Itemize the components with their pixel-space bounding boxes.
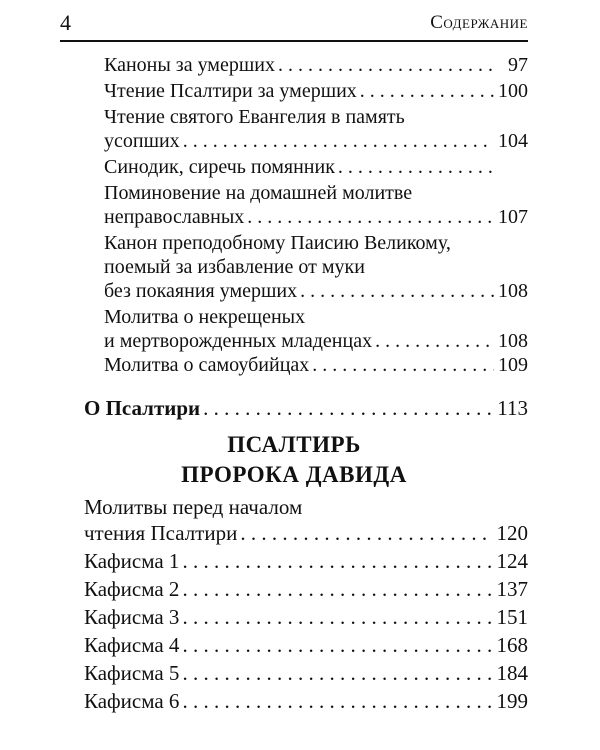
dot-leader [183,128,494,154]
toc-entry-page: 199 [496,689,528,713]
dot-leader [240,520,492,546]
page-header [60,10,528,38]
toc-entry-kafisma-2[interactable] [84,576,528,602]
toc-entry-page: 108 [498,280,528,302]
toc-entry-title: Молитва о самоубийцах [104,354,310,376]
toc-entry-line: Поминовение на домашней молитве [104,182,413,204]
toc-entry-title: Кафисма 3 [84,605,180,629]
toc-entry-line: Канон преподобному Паисию Великому, [104,232,451,254]
toc-entry-page: 184 [496,661,528,685]
toc-entry-page: 104 [498,130,528,152]
toc-entry-page: 120 [496,521,528,545]
dot-leader [182,688,492,714]
dot-leader [182,548,492,574]
toc-entry-kafisma-6[interactable] [84,688,528,714]
dot-leader [182,604,492,630]
header-rule [60,40,528,42]
dot-leader [247,204,494,230]
toc-entry-kafisma-4[interactable] [84,632,528,658]
toc-entry-kanon-paisiyu[interactable] [104,278,528,304]
toc-entry-line: Чтение святого Евангелия в память [104,106,405,128]
toc-entry-title: чтения Псалтири [84,521,238,545]
dot-leader [278,52,494,78]
dot-leader [375,328,494,354]
toc-entry-samoubiytsy[interactable] [104,352,528,378]
toc-entry-page: 109 [498,354,528,376]
toc-entry-title: Чтение Псалтири за умерших [104,80,357,102]
toc-entry-evangelie[interactable] [104,128,528,154]
toc-entry-page: 113 [497,396,528,420]
toc-entry-title: Каноны за умерших [104,54,275,76]
toc-entry-title: Синодик, сиречь помянник [104,156,335,178]
dot-leader [312,352,494,378]
toc-entry-mladentsy[interactable] [104,328,528,354]
toc-entry-page: 97 [508,54,528,76]
toc-entry-page: 137 [496,577,528,601]
toc-entry-line: поемый за избавление от муки [104,256,365,278]
toc-entry-title: неправославных [104,206,245,228]
toc-entry-sinodik[interactable] [104,154,528,180]
toc-entry-title: без покаяния умерших [104,280,298,302]
toc-entry-title: Кафисма 4 [84,633,180,657]
toc-entry-title: Кафисма 2 [84,577,180,601]
toc-entry-line: Молитвы перед началом [84,495,303,519]
toc-entry-kanony[interactable] [104,52,528,78]
toc-entry-title: Кафисма 1 [84,549,180,573]
toc-entry-page: 108 [498,330,528,352]
section-heading-line2: ПРОРОКА ДАВИДА [181,462,407,487]
toc-entry-line: Молитва о некрещеных [104,306,306,328]
toc-entry-title: О Псалтири [84,396,201,420]
toc-entry-page: 100 [498,80,528,102]
toc-entry-kafisma-3[interactable] [84,604,528,630]
toc-entry-kafisma-1[interactable] [84,548,528,574]
dot-leader [360,78,494,104]
dot-leader [300,278,494,304]
toc-entry-page: 168 [496,633,528,657]
running-head: Содержание [430,12,528,33]
dot-leader [182,660,492,686]
dot-leader [182,632,492,658]
toc-entry-kafisma-5[interactable] [84,660,528,686]
toc-entry-chtenie-psaltiri[interactable] [104,78,528,104]
toc-entry-title: Кафисма 6 [84,689,180,713]
toc-entry-page: 151 [496,605,528,629]
dot-leader [338,154,494,180]
toc-entry-title: Кафисма 5 [84,661,180,685]
toc-entry-title: усопших [104,130,180,152]
page-number: 4 [60,10,71,35]
toc-entry-o-psaltiri[interactable] [84,395,528,421]
toc-entry-neprav[interactable] [104,204,528,230]
dot-leader [182,576,492,602]
toc-entry-page: 124 [496,549,528,573]
toc-entry-title: и мертворожденных младенцах [104,330,373,352]
toc-entry-molitvy[interactable] [84,520,528,546]
dot-leader [203,395,493,421]
toc-entry-page: 107 [498,206,528,228]
section-heading-line1: ПСАЛТИРЬ [227,432,361,457]
